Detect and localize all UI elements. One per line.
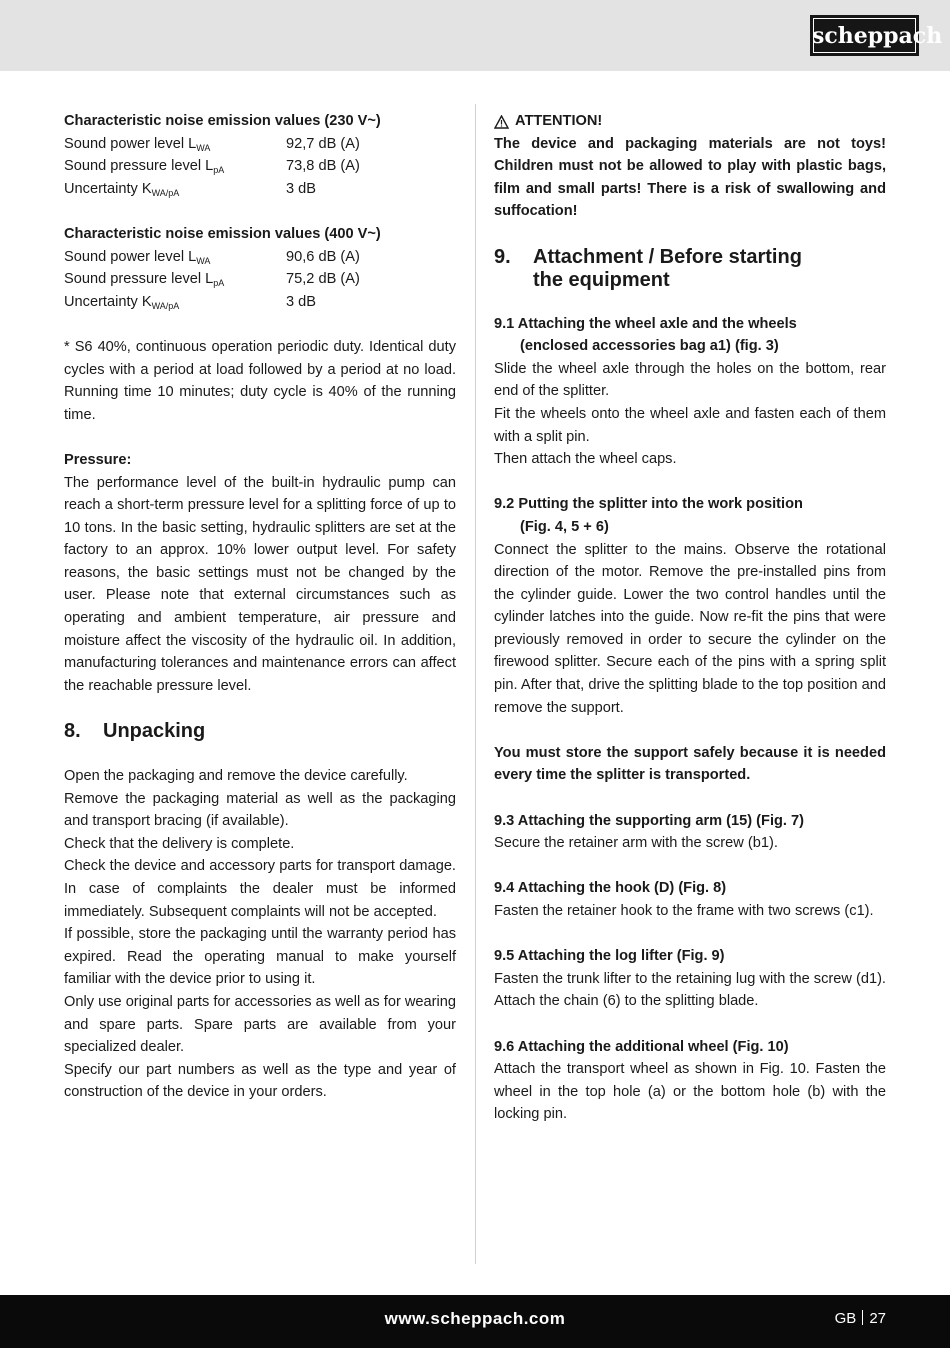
unpacking-paragraph: Only use original parts for accessories as well as for wearing and spare parts. Spare parts are available from your specialized dealer. bbox=[64, 993, 456, 1056]
attention-label: ATTENTION! bbox=[515, 113, 603, 129]
spec-row bbox=[64, 268, 456, 291]
section-9-heading bbox=[494, 246, 886, 292]
spec-value: 3 dB bbox=[286, 293, 317, 310]
spec-value: 3 dB bbox=[286, 180, 317, 197]
brand-logo: scheppach bbox=[810, 15, 919, 56]
noise-400-title: Characteristic noise emission values (400 V~) bbox=[64, 225, 381, 242]
left-column bbox=[64, 110, 456, 1104]
warning-triangle-icon bbox=[494, 114, 509, 128]
spec-label: Sound pressure level $L_{pA}$ bbox=[64, 158, 225, 176]
spec-value: 75,2 dB (A) bbox=[286, 271, 360, 288]
subsection-9-1-paragraph: Fit the wheels onto the wheel axle and fasten each of them with a split pin. bbox=[494, 405, 886, 445]
section-title-line-1: Attachment / Before starting bbox=[533, 245, 802, 268]
subsection-9-5-text: Fasten the trunk lifter to the retaining lug with the screw (d1). Attach the chain (6) to the splitting blade. bbox=[494, 970, 886, 1010]
spec-value: 73,8 dB (A) bbox=[286, 158, 360, 175]
spec-label: Sound power level $L_{WA}$ bbox=[64, 135, 211, 153]
section-title: Unpacking bbox=[103, 720, 206, 743]
subsection-9-6-text: Attach the transport wheel as shown in Fig. 10. Fasten the wheel in the top hole (a) or the bottom hole (b) with the locking pin. bbox=[494, 1061, 886, 1123]
unpacking-paragraph: Open the packaging and remove the device carefully. bbox=[64, 768, 408, 785]
subsection-9-2-title: 9.2 Putting the splitter into the work position (Fig. 4, 5 + 6) bbox=[494, 496, 803, 535]
pressure-text: The performance level of the built-in hydraulic pump can reach a short-term pressure level for a splitting force of up to 10 tons. In the basic setting, hydraulic splitters are set at the factory to an approx. 10% lower output level. For safety reasons, the basic settings must not be changed by the user. Please note that external circumstances such as operating and ambient temperature, air pressure and moisture affect the viscosity of the hydraulic oil. In addition, manufacturing tolerances and maintenance errors can affect the reachable pressure level. bbox=[64, 474, 456, 694]
spec-label: Sound power level $L_{WA}$ bbox=[64, 248, 211, 266]
subsection-9-4-title: 9.4 Attaching the hook (D) (Fig. 8) bbox=[494, 880, 727, 897]
section-8-heading bbox=[64, 720, 456, 743]
spec-value: 90,6 dB (A) bbox=[286, 248, 360, 265]
support-warning: You must store the support safely because it is needed every time the splitter is transported. bbox=[494, 744, 886, 784]
spec-row bbox=[64, 291, 456, 314]
spec-label: Uncertainty $K_{WA/pA}$ bbox=[64, 293, 180, 311]
noise-230-title: Characteristic noise emission values (230 V~) bbox=[64, 113, 381, 129]
spec-row bbox=[64, 133, 456, 156]
subsection-9-1-paragraph: Then attach the wheel caps. bbox=[494, 451, 677, 468]
spec-row bbox=[64, 246, 456, 269]
subsection-9-1-paragraph: Slide the wheel axle through the holes on the bottom, rear end of the splitter. bbox=[494, 360, 886, 400]
unpacking-paragraph: Check that the delivery is complete. bbox=[64, 835, 295, 852]
subsection-9-3-title: 9.3 Attaching the supporting arm (15) (Fig. 7) bbox=[494, 812, 805, 829]
subsection-9-1-title: 9.1 Attaching the wheel axle and the wheels (enclosed accessories bag a1) (fig. 3) bbox=[494, 315, 797, 355]
subsection-9-4-text: Fasten the retainer hook to the frame with two screws (c1). bbox=[494, 903, 874, 919]
subsection-9-6-title: 9.6 Attaching the additional wheel (Fig. 10) bbox=[494, 1038, 789, 1055]
header-band bbox=[0, 0, 950, 71]
duty-cycle-note: * S6 40%, continuous operation periodic duty. Identical duty cycles with a period at load followed by a period at no load. Running time 10 minutes; duty cycle is 40% of the running time. bbox=[64, 338, 456, 423]
section-number: 9. bbox=[494, 245, 511, 268]
subsection-9-2-text: Connect the splitter to the mains. Observe the rotational direction of the motor. Remove the pre-installed pins from the cylinder guide. Lower the two control handles until the cylinder latches into the guide. Now re-fit the pins that were previously removed in order to secure the cylinder on the firewood splitter. Secure each of the pins with a spring split pin. After that, drive the splitting blade to the top position and remove the support. bbox=[494, 541, 886, 716]
noise-230-table bbox=[64, 133, 456, 201]
pressure-heading: Pressure: bbox=[64, 451, 132, 468]
unpacking-paragraph: Specify our part numbers as well as the type and year of construction of the device in your orders. bbox=[64, 1061, 456, 1101]
column-divider bbox=[475, 104, 476, 1264]
attention-heading bbox=[494, 110, 886, 133]
separator bbox=[862, 1310, 863, 1325]
attention-text: The device and packaging materials are not toys! Children must not be allowed to play with plastic bags, film and small parts! There is a risk of swallowing and suffocation! bbox=[494, 135, 886, 220]
website-url[interactable]: www.scheppach.com bbox=[384, 1309, 566, 1328]
spec-label: Uncertainty $K_{WA/pA}$ bbox=[64, 180, 180, 198]
subsection-9-3-text: Secure the retainer arm with the screw (b1). bbox=[494, 835, 778, 852]
right-column bbox=[494, 110, 886, 1126]
unpacking-paragraph: Remove the packaging material as well as the packaging and transport bracing (if available). bbox=[64, 790, 456, 830]
section-number: 8. bbox=[64, 720, 81, 743]
spec-row bbox=[64, 155, 456, 178]
subsection-9-5-title: 9.5 Attaching the log lifter (Fig. 9) bbox=[494, 948, 725, 965]
page-indicator bbox=[835, 1308, 886, 1331]
section-title-line-2: the equipment bbox=[533, 268, 670, 291]
footer-bar bbox=[0, 1295, 950, 1348]
spec-label: Sound pressure level $L_{pA}$ bbox=[64, 271, 225, 289]
language-code: GB bbox=[834, 1310, 857, 1327]
unpacking-paragraph: If possible, store the packaging until the warranty period has expired. Read the operating manual to make yourself familiar with the device prior to using it. bbox=[64, 926, 456, 988]
noise-400-table bbox=[64, 246, 456, 314]
spec-value: 92,7 dB (A) bbox=[286, 135, 360, 152]
spec-row bbox=[64, 178, 456, 201]
page-number: 27 bbox=[869, 1310, 886, 1327]
unpacking-paragraph: Check the device and accessory parts for transport damage. In case of complaints the dealer must be informed immediately. Subsequent complaints will not be accepted. bbox=[64, 858, 456, 920]
